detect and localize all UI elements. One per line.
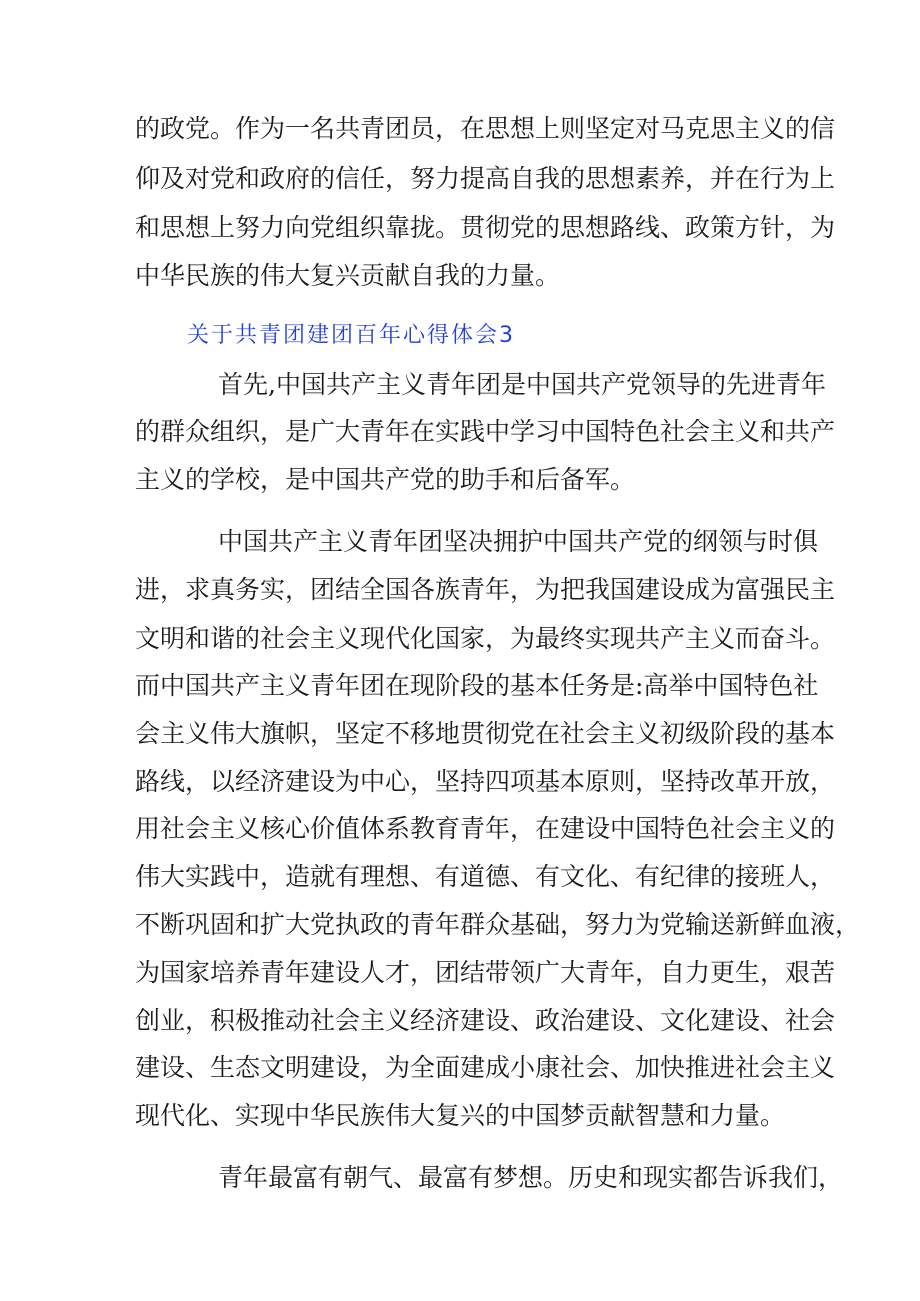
text-line: 主义的学校，是中国共产党的助手和后备军。 — [135, 465, 636, 494]
text-line: 仰及对党和政府的信任，努力提高自我的思想素养，并在行为上 — [135, 164, 836, 193]
text-line: 和思想上努力向党组织靠拢。贯彻党的思想路线、政策方针，为 — [135, 213, 836, 242]
text-line: 中国共产主义青年团坚决拥护中国共产党的纲领与时俱 — [218, 527, 819, 556]
text-line: 文明和谐的社会主义现代化国家，为最终实现共产主义而奋斗。 — [135, 624, 836, 653]
text-line: 进，求真务实，团结全国各族青年，为把我国建设成为富强民主 — [135, 575, 836, 604]
text-line: 建设、生态文明建设，为全面建成小康社会、加快推进社会主义 — [135, 1053, 836, 1082]
text-line: 创业，积极推动社会主义经济建设、政治建设、文化建设、社会 — [135, 1006, 836, 1035]
text-line: 伟大实践中，造就有理想、有道德、有文化、有纪律的接班人， — [135, 862, 836, 891]
text-line: 为国家培养青年建设人才，团结带领广大青年，自力更生，艰苦 — [135, 958, 836, 987]
text-line: 会主义伟大旗帜，坚定不移地贯彻党在社会主义初级阶段的基本 — [135, 719, 836, 748]
text-line: 青年最富有朝气、最富有梦想。历史和现实都告诉我们， — [218, 1163, 844, 1192]
text-line: 现代化、实现中华民族伟大复兴的中国梦贡献智慧和力量。 — [135, 1101, 786, 1130]
text-line: 路线，以经济建设为中心，坚持四项基本原则，坚持改革开放， — [135, 767, 836, 796]
text-line: 而中国共产主义青年团在现阶段的基本任务是:高举中国特色社 — [135, 671, 819, 700]
text-line: 用社会主义核心价值体系教育青年，在建设中国特色社会主义的 — [135, 814, 836, 843]
text-line: 中华民族的伟大复兴贡献自我的力量。 — [135, 261, 561, 290]
section-heading: 关于共青团建团百年心得体会3 — [187, 323, 515, 348]
text-line: 的群众组织，是广大青年在实践中学习中国特色社会主义和共产 — [135, 417, 836, 446]
text-line: 的政党。作为一名共青团员，在思想上则坚定对马克思主义的信 — [135, 114, 836, 143]
text-line: 首先,中国共产主义青年团是中国共产党领导的先进青年 — [218, 370, 826, 399]
text-line: 不断巩固和扩大党执政的青年群众基础，努力为党输送新鲜血液， — [135, 910, 861, 939]
